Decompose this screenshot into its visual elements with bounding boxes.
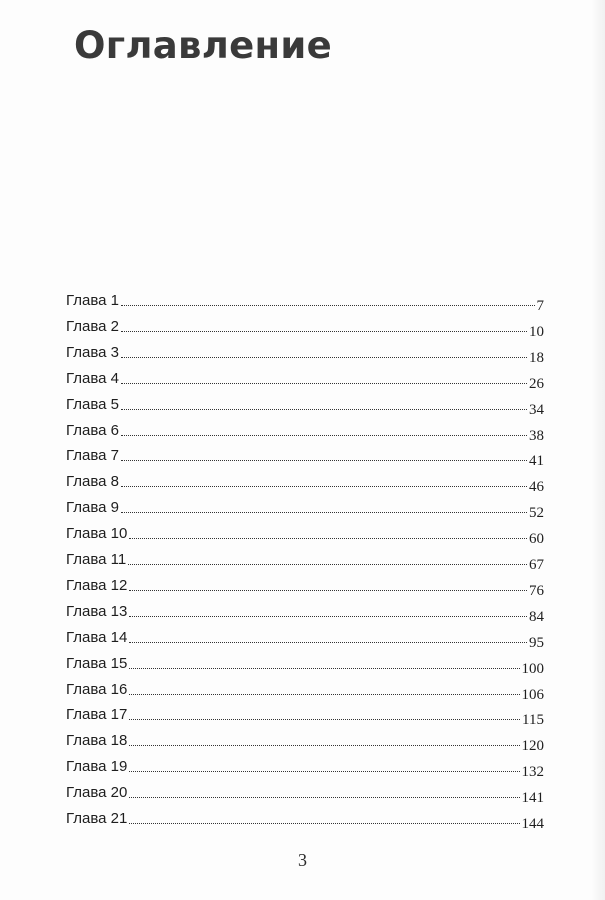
toc-entry-page-number: 76 [529,582,544,599]
toc-entry-label: Глава 6 [66,421,120,439]
dot-leader [129,822,519,824]
dot-leader [129,718,520,720]
toc-entry [66,750,544,781]
dot-leader [121,408,527,410]
toc-entry-label: Глава 9 [66,499,120,517]
toc-entry-label: Глава 1 [66,292,120,309]
toc-entry-label: Глава 7 [66,447,120,465]
toc-entry-label: Глава 5 [66,395,120,413]
toc-entry [66,465,544,496]
toc-entry-page-number: 46 [529,479,544,496]
toc-entry-page-number: 10 [529,323,544,340]
dot-leader [129,693,519,695]
toc-entry [66,673,544,703]
dot-leader [129,667,519,669]
toc-entry [66,595,544,625]
dot-leader [129,770,519,772]
toc-entry-page-number: 84 [529,608,544,625]
toc-entry [66,543,544,573]
toc-entry [66,310,544,340]
toc-entry-label: Глава 21 [66,810,128,827]
toc-entry-label: Глава 8 [66,473,120,491]
toc-entry-page-number: 67 [529,557,544,573]
toc-entry-label: Глава 13 [66,602,128,620]
toc-entry-label: Глава 18 [66,732,128,750]
dot-leader [121,485,527,487]
toc-entry-label: Глава 12 [66,576,128,594]
toc-entry [66,414,544,444]
dot-leader [121,382,527,384]
dot-leader [128,563,527,565]
toc-entry [66,569,544,599]
toc-entry-page-number: 60 [529,531,544,548]
toc-entry-label: Глава 15 [66,654,128,672]
toc-entry-page-number: 141 [521,790,544,807]
dot-leader [129,641,527,643]
toc-entry-page-number: 95 [529,634,544,651]
toc-entry-page-number: 120 [521,738,544,755]
toc-entry-label: Глава 17 [66,706,128,724]
toc-entry-label: Глава 10 [66,525,128,543]
toc-entry [66,336,544,366]
dot-leader [129,537,527,539]
dot-leader [129,589,527,591]
toc-entry-page-number: 132 [521,764,544,781]
toc-entry-page-number: 7 [536,298,544,314]
dot-leader [121,459,527,461]
toc-entry-label: Глава 20 [66,784,128,802]
toc-entry-label: Глава 16 [66,680,128,698]
toc-entry-page-number: 100 [521,660,544,677]
toc-entry [66,802,544,832]
dot-leader [129,615,527,617]
toc-entry-page-number: 38 [529,427,544,444]
toc-entry-label: Глава 3 [66,343,120,361]
toc-entry-label: Глава 4 [66,369,120,387]
dot-leader [121,434,527,436]
toc-entry-page-number: 18 [529,349,544,366]
toc-entry [66,439,544,470]
dot-leader [129,796,519,798]
toc-entry [66,284,544,314]
toc-entry-page-number: 106 [521,686,544,703]
toc-entry-label: Глава 11 [66,551,127,568]
toc-entry-page-number: 144 [521,816,544,832]
dot-leader [121,330,527,332]
toc-entry [66,776,544,807]
page-number: 3 [298,850,307,870]
toc-entry [66,362,544,392]
toc-entry-label: Глава 14 [66,628,128,646]
dot-leader [129,744,519,746]
toc-entry [66,388,544,418]
toc-entry-page-number: 52 [529,505,544,522]
toc-entry-label: Глава 2 [66,317,120,335]
toc-entry [66,724,544,755]
toc-entry [66,517,544,548]
toc-entry [66,647,544,677]
toc-entry [66,621,544,651]
page-title: Оглавление [74,24,333,67]
toc-entry-page-number: 115 [522,712,544,729]
dot-leader [121,304,534,306]
toc-entry-label: Глава 19 [66,758,128,776]
toc-entry-page-number: 34 [529,401,544,418]
dot-leader [121,356,527,358]
toc-entry-page-number: 26 [529,375,544,392]
dot-leader [121,511,527,513]
toc-entry-page-number: 41 [529,453,544,470]
toc-entry [66,698,544,729]
page-edge-shadow [591,0,605,900]
toc-entry [66,491,544,522]
